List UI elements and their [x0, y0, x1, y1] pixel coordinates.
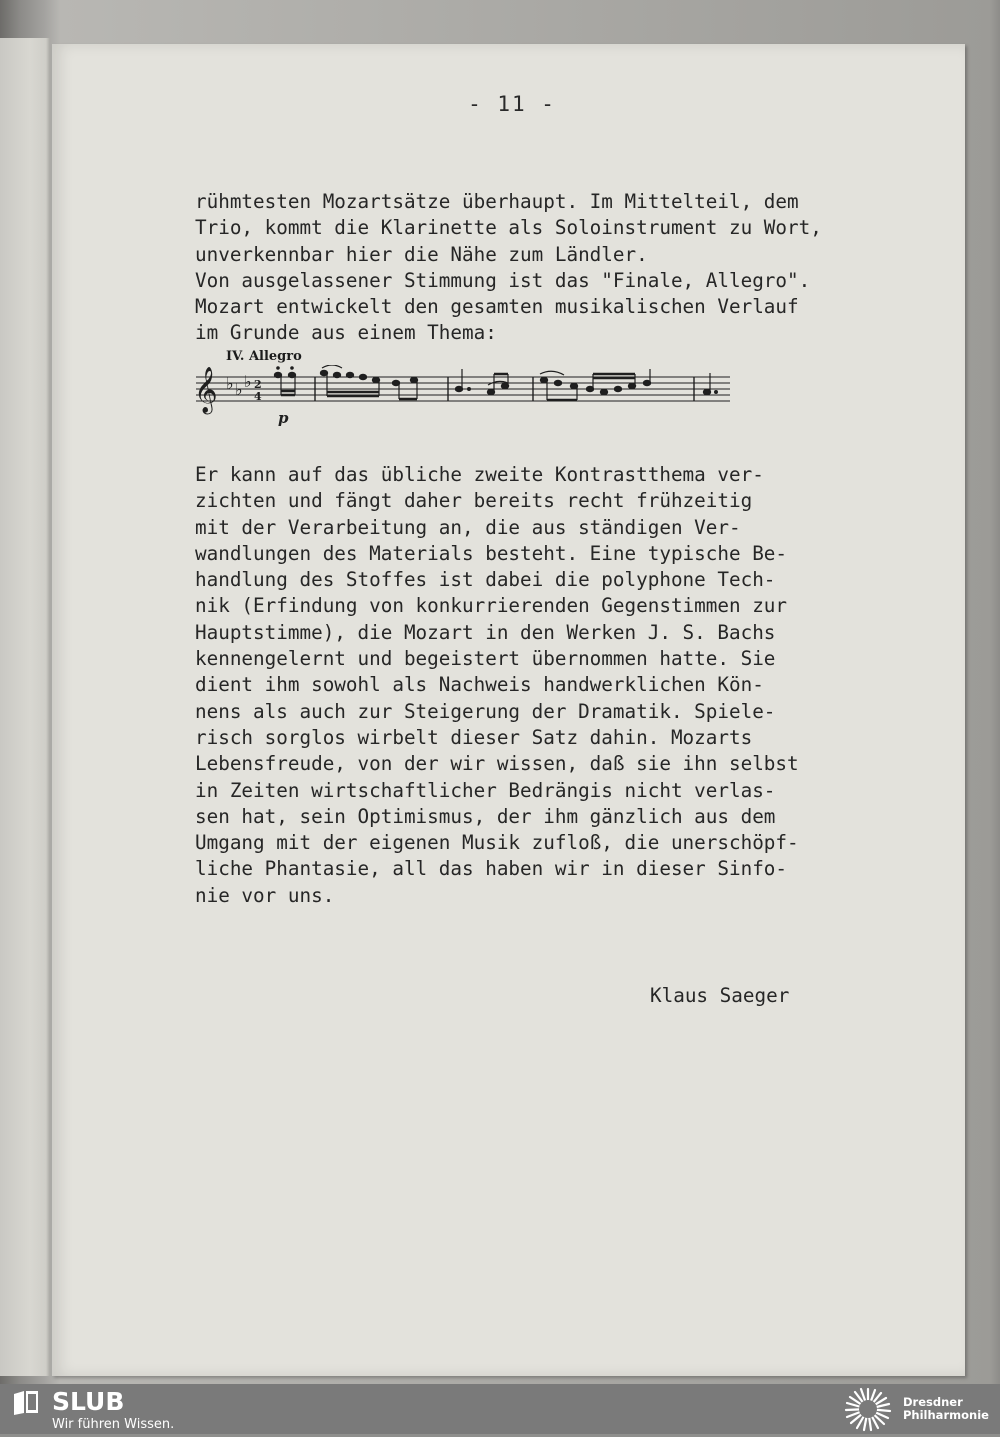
dynamic-marking: p [278, 409, 289, 427]
document-page [52, 44, 965, 1376]
svg-text:2: 2 [254, 378, 262, 391]
music-example-label: IV. Allegro [226, 349, 302, 364]
svg-text:𝄞: 𝄞 [194, 367, 218, 413]
slub-logo-icon[interactable] [12, 1388, 40, 1420]
facing-page-edge [0, 38, 50, 1376]
author-signature: Klaus Saeger [650, 984, 790, 1007]
partner-name-line2: Philharmonie [903, 1408, 989, 1422]
svg-text:4: 4 [254, 390, 262, 403]
paragraph-analysis: Er kann auf das übliche zweite Kontrastthema ver- zichten und fängt daher bereits recht frühzeitig mit der Verarbeitung an, die aus ständigen Ver- wandlungen des Materials besteht. Eine typische Be- handlung des Stoffes ist dabei die polyphone Tech- nik (Erfindung von konkurrierenden Gegenstimmen zur Hauptstimme), die Mozart in den Werken J. S. Bachs kennengelernt und begeistert übernommen hatte. Sie dient ihm sowohl als Nachweis handwerklichen Kön- nens als auch zur Steigerung der Dramatik. Spiele- risch sorglos wirbelt dieser Satz dahin. Mozarts Lebensfreude, von der wir wissen, daß sie ihn selbst in Zeiten wirtschaftlicher Bedrängis nicht verlas- sen hat, sein Optimismus, der ihm gänzlich aus dem Umgang mit der eigenen Musik zufloß, die unerschöpf- liche Phantasie, all das haben wir in dieser Sinfo- nie vor uns. [195, 463, 799, 907]
partner-name-line1: Dresdner [903, 1395, 963, 1409]
paragraph-intro: rühmtesten Mozartsätze überhaupt. Im Mittelteil, dem Trio, kommt die Klarinette als Soloinstrument zu Wort, unverkennbar hier die Nähe zum Ländler. Von ausgelassener Stimmung ist das "Finale, Allegro". Mozart entwickelt den gesamten musikalischen Verlauf im Grunde aus einem Thema: [195, 190, 822, 345]
slub-name[interactable]: SLUB [52, 1387, 125, 1416]
music-staff [192, 365, 752, 427]
slub-tagline: Wir führen Wissen. [52, 1417, 175, 1432]
dresdner-philharmonie-logo-icon[interactable] [842, 1385, 894, 1437]
page-number: - 11 - [468, 92, 556, 116]
svg-text:♭: ♭ [226, 374, 234, 393]
footer-bar [0, 1384, 1000, 1434]
svg-text:♭: ♭ [244, 372, 252, 391]
music-example [192, 347, 752, 427]
partner-name [903, 1396, 989, 1422]
treble-clef-icon [194, 367, 218, 415]
svg-text:♭: ♭ [235, 380, 243, 399]
